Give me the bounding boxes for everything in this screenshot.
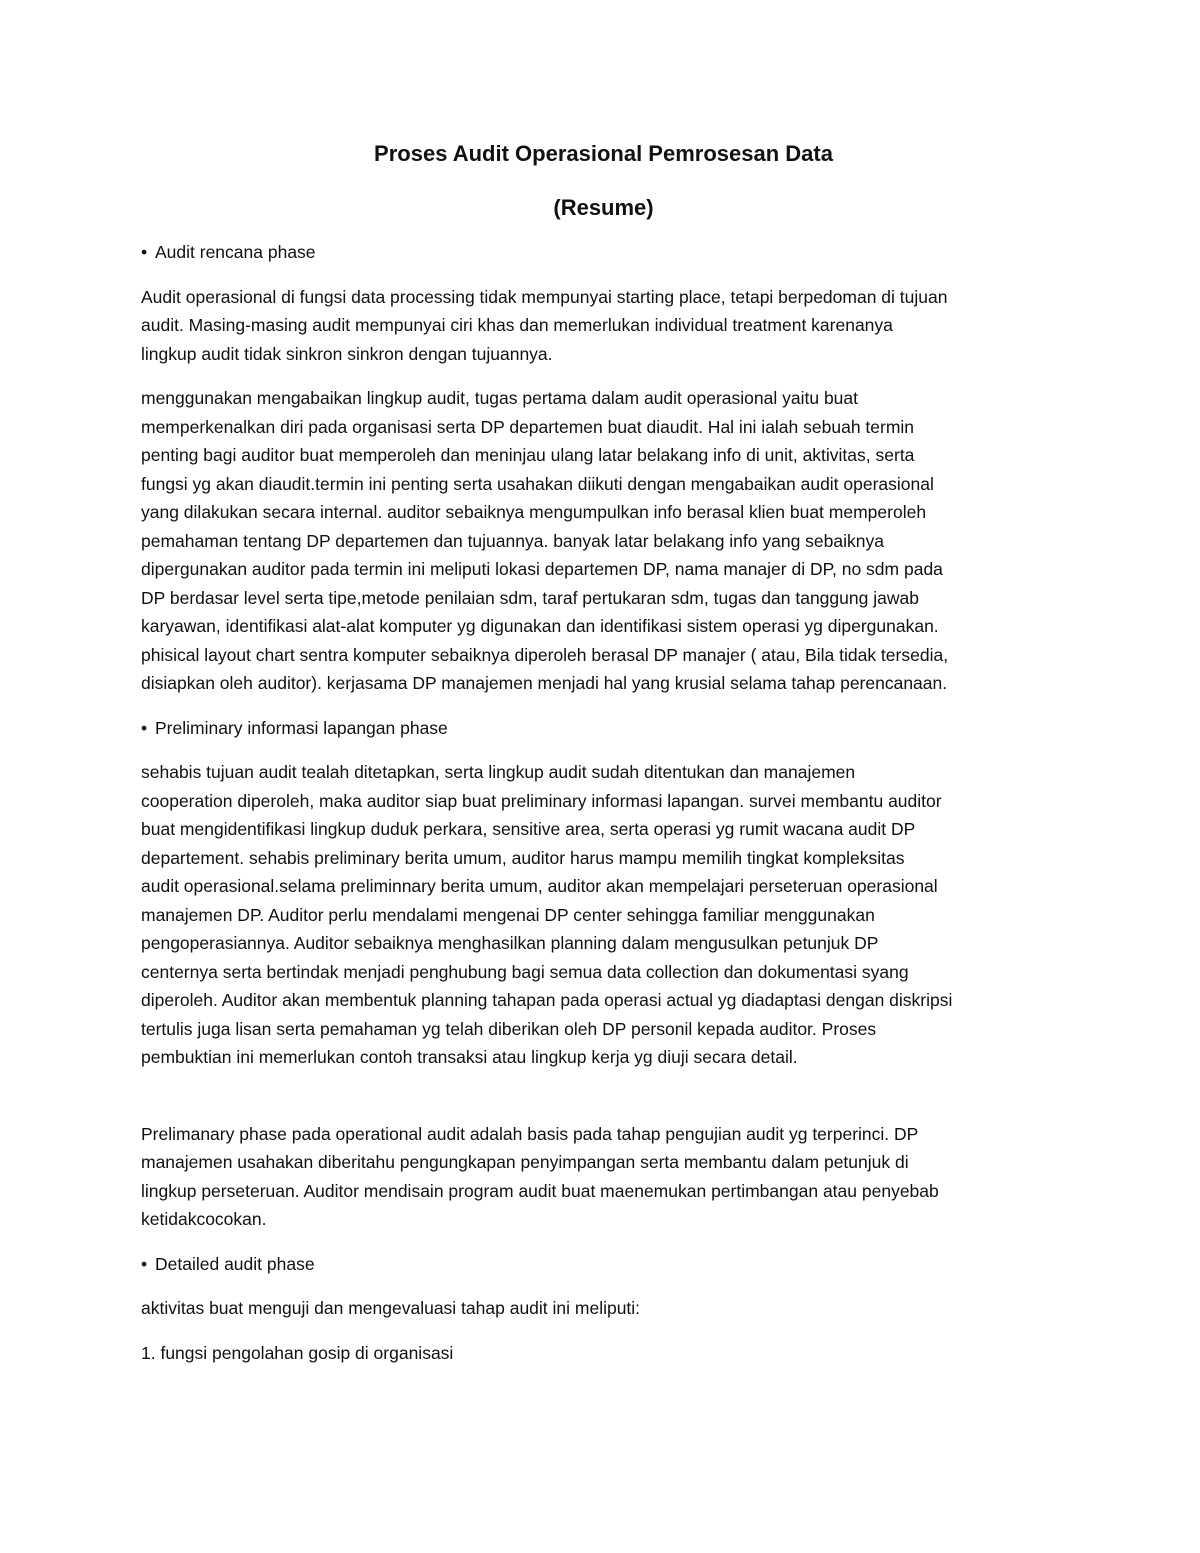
text-line: tertulis juga lisan serta pemahaman yg telah diberikan oleh DP personil kepada auditor. Proses [141,1018,877,1039]
document-subtitle: (Resume) [553,195,654,220]
heading-text: Detailed audit phase [155,1253,315,1274]
text-line: audit. Masing-masing audit mempunyai ciri khas dan memerlukan individual treatment karenanya [141,315,893,335]
text-line: yang dilakukan secara internal. auditor sebaiknya mengumpulkan info berasal klien buat memperoleh [141,502,927,522]
text-line: cooperation diperoleh, maka auditor siap buat preliminary informasi lapangan. survei membantu auditor [141,790,942,811]
text-line: DP berdasar level serta tipe,metode penilaian sdm, taraf pertukaran sdm, tugas dan tanggung jawab [141,587,919,608]
paragraph-detailed-intro [141,1294,1066,1323]
text-line: lingkup perseteruan. Auditor mendisain program audit buat maenemukan pertimbangan atau penyebab [141,1180,939,1201]
document-page [141,140,1066,1367]
text-line: fungsi yg akan diaudit.termin ini penting serta usahakan diikuti dengan mengabaikan audit operasional [141,473,934,494]
heading-text: Audit rencana phase [155,242,316,262]
text-line: departement. sehabis preliminary berita umum, auditor harus mampu memilih tingkat kompleksitas [141,847,905,868]
text-line: buat mengidentifikasi lingkup duduk perkara, sensitive area, serta operasi yg rumit wacana audit DP [141,819,916,839]
paragraph-preliminary-summary [141,1120,1066,1234]
text-line: disiapkan oleh auditor). kerjasama DP manajemen menjadi hal yang krusial selama tahap perencanaan. [141,673,948,693]
text-line: karyawan, identifikasi alat-alat komputer yg digunakan dan identifikasi sistem operasi yg dipergunakan. [141,616,939,636]
text-line: Audit operasional di fungsi data processing tidak mempunyai starting place, tetapi berpedoman di tujuan [141,286,948,307]
text-line: ketidakcocokan. [141,1209,267,1229]
list-item-1 [141,1339,1066,1368]
heading-text: Preliminary informasi lapangan phase [155,717,448,738]
bullet-heading-detailed [141,1250,1066,1279]
text-line: pengoperasiannya. Auditor sebaiknya menghasilkan planning dalam mengusulkan petunjuk DP [141,933,879,953]
text-line: audit operasional.selama preliminnary berita umum, auditor akan mempelajari perseteruan operasional [141,876,938,896]
document-title: Proses Audit Operasional Pemrosesan Data [374,141,833,166]
text-line: memperkenalkan diri pada organisasi serta DP departemen buat diaudit. Hal ini ialah sebuah termin [141,416,915,437]
bullet-icon: • [141,1253,148,1274]
text-line: manajemen usahakan diberitahu pengungkapan penyimpangan serta membantu dalam petunjuk di [141,1152,909,1172]
text-line: phisical layout chart sentra komputer sebaiknya diperoleh berasal DP manajer ( atau, Bila tidak tersedia, [141,644,949,665]
text-line: aktivitas buat menguji dan mengevaluasi tahap audit ini meliputi: [141,1298,641,1318]
paragraph-preliminary-details [141,758,1066,1072]
text-line: centernya serta bertindak menjadi penghubung bagi semua data collection dan dokumentasi syang [141,961,909,982]
bullet-icon: • [141,242,148,262]
text-line: dipergunakan auditor pada termin ini meliputi lokasi departemen DP, nama manajer di DP, no sdm pada [141,559,943,579]
text-line: manajemen DP. Auditor perlu mendalami mengenai DP center sehingga familiar menggunakan [141,904,875,925]
text-line: diperoleh. Auditor akan membentuk planning tahapan pada operasi actual yg diadaptasi dengan diskripsi [141,990,953,1010]
text-line: menggunakan mengabaikan lingkup audit, tugas pertama dalam audit operasional yaitu buat [141,388,859,408]
text-line: lingkup audit tidak sinkron sinkron dengan tujuannya. [141,343,553,364]
text-line: penting bagi auditor buat memperoleh dan meninjau ulang latar belakang info di unit, aktivitas, serta [141,445,915,465]
text-line: pemahaman tentang DP departemen dan tujuannya. banyak latar belakang info yang sebaiknya [141,530,884,551]
paragraph-audit-plan-details [141,384,1066,698]
bullet-heading-audit-plan [141,238,1066,267]
text-line: sehabis tujuan audit tealah ditetapkan, serta lingkup audit sudah ditentukan dan manajemen [141,762,856,782]
text-line: Prelimanary phase pada operational audit adalah basis pada tahap pengujian audit yg terperinci. DP [141,1123,919,1144]
paragraph-audit-plan-intro [141,283,1066,369]
text-line: pembuktian ini memerlukan contoh transaksi atau lingkup kerja yg diuji secara detail. [141,1047,798,1067]
bullet-icon: • [141,717,148,738]
bullet-heading-preliminary [141,714,1066,743]
text-line: 1. fungsi pengolahan gosip di organisasi [141,1342,454,1363]
